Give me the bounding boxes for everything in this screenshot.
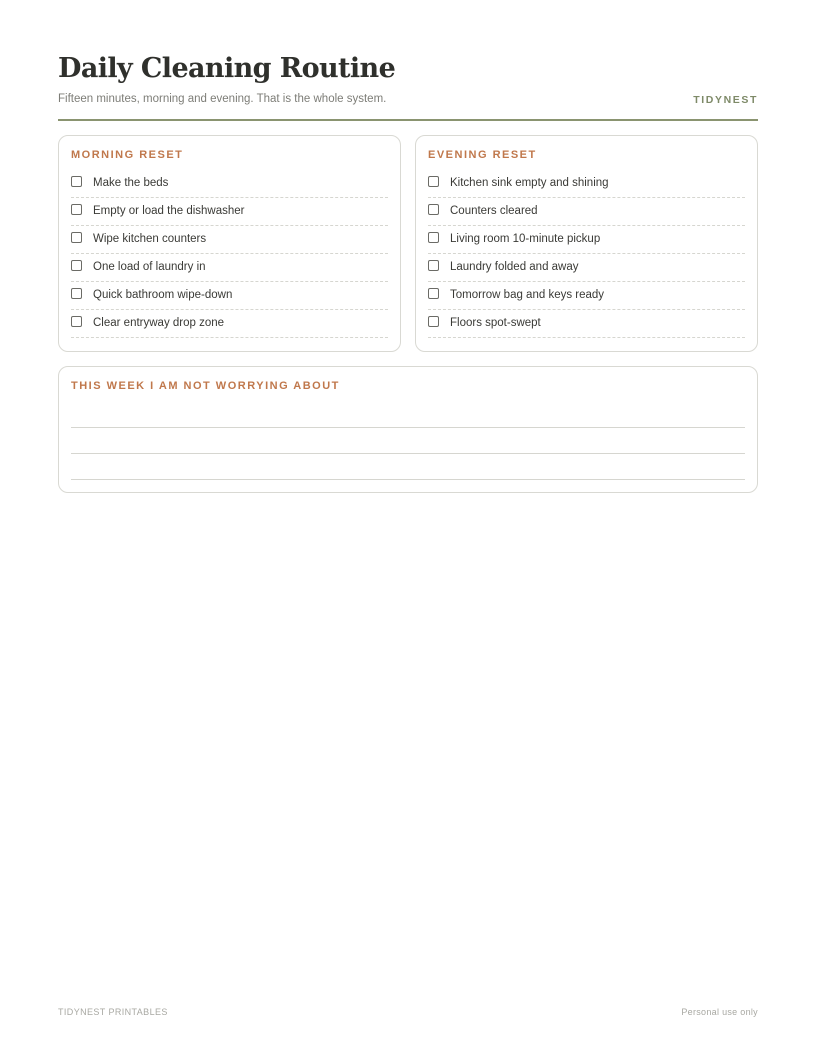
page-title: Daily Cleaning Routine [58,53,396,84]
task-item [428,254,745,282]
task-label: Tomorrow bag and keys ready [450,289,605,301]
morning-task-list [71,170,388,338]
footer-brand: TIDYNEST PRINTABLES [58,1007,168,1017]
task-checkbox[interactable] [71,232,82,243]
task-checkbox[interactable] [71,288,82,299]
task-item [71,254,388,282]
task-item [428,282,745,310]
task-item [428,170,745,198]
task-label: Kitchen sink empty and shining [450,177,609,189]
task-label: Make the beds [93,177,169,189]
task-item [71,170,388,198]
task-checkbox[interactable] [428,232,439,243]
not-worrying-card [58,366,758,493]
writing-line[interactable] [71,453,745,454]
writing-line[interactable] [71,427,745,428]
task-checkbox[interactable] [71,204,82,215]
not-worrying-heading: THIS WEEK I AM NOT WORRYING ABOUT [71,380,340,392]
task-item [71,282,388,310]
task-item [428,310,745,338]
page-subtitle: Fifteen minutes, morning and evening. That is the whole system. [58,93,387,105]
evening-reset-card [415,135,758,352]
printable-page [58,0,758,1056]
evening-reset-heading: EVENING RESET [428,149,537,161]
task-label: Floors spot-swept [450,317,541,329]
task-item [428,226,745,254]
task-checkbox[interactable] [428,288,439,299]
task-checkbox[interactable] [71,260,82,271]
task-checkbox[interactable] [71,316,82,327]
page-header [58,53,758,121]
task-checkbox[interactable] [428,260,439,271]
evening-task-list [428,170,745,338]
footer-usage-note: Personal use only [681,1007,758,1017]
task-checkbox[interactable] [428,204,439,215]
writing-line[interactable] [71,479,745,480]
task-label: Quick bathroom wipe-down [93,289,233,301]
task-label: One load of laundry in [93,261,206,273]
task-item [71,310,388,338]
task-checkbox[interactable] [71,176,82,187]
task-label: Clear entryway drop zone [93,317,225,329]
task-item [71,198,388,226]
task-checkbox[interactable] [428,176,439,187]
task-label: Laundry folded and away [450,261,579,273]
task-label: Living room 10-minute pickup [450,233,601,245]
morning-reset-heading: MORNING RESET [71,149,184,161]
task-label: Wipe kitchen counters [93,233,207,245]
brand-name: TIDYNEST [693,94,758,106]
task-label: Counters cleared [450,205,538,217]
morning-reset-card [58,135,401,352]
task-item [428,198,745,226]
task-checkbox[interactable] [428,316,439,327]
task-label: Empty or load the dishwasher [93,205,245,217]
task-item [71,226,388,254]
